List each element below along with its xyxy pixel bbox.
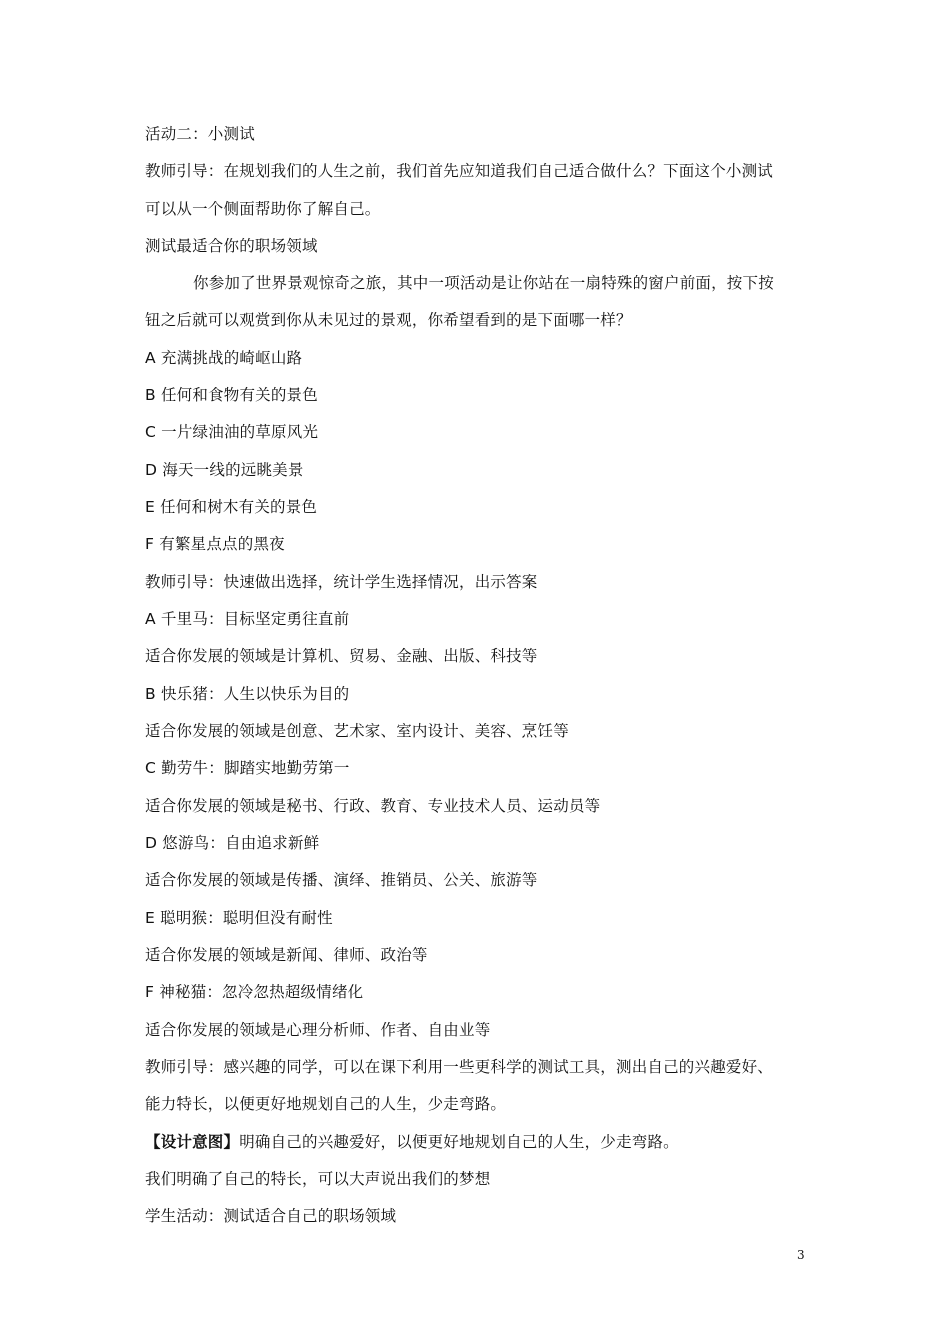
answer-detail: 适合你发展的领域是计算机、贸易、金融、出版、科技等 [145,647,538,665]
answer-item: C 勤劳牛：脚踏实地勤劳第一 [145,759,350,777]
answer-detail: 适合你发展的领域是传播、演绎、推销员、公关、旅游等 [145,871,538,889]
text-line: 教师引导：感兴趣的同学，可以在课下利用一些更科学的测试工具，测出自己的兴趣爱好、 [145,1058,774,1076]
option-item: E 任何和树木有关的景色 [145,498,318,516]
answer-item: F 神秘猫：忽冷忽热超级情绪化 [145,983,364,1001]
page-number: 3 [797,1248,805,1262]
answer-item: E 聪明猴：聪明但没有耐性 [145,909,333,927]
option-item: B 任何和食物有关的景色 [145,386,318,404]
design-intent-label: 【设计意图】 [145,1133,240,1151]
answer-detail: 适合你发展的领域是新闻、律师、政治等 [145,946,428,964]
answer-detail: 适合你发展的领域是秘书、行政、教育、专业技术人员、运动员等 [145,797,601,815]
test-title: 测试最适合你的职场领域 [145,237,318,255]
design-intent-text: 明确自己的兴趣爱好，以便更好地规划自己的人生，少走弯路。 [239,1133,679,1151]
answer-item: D 悠游鸟：自由追求新鲜 [145,834,320,852]
section-heading: 活动二：小测试 [145,125,255,143]
option-item: A 充满挑战的崎岖山路 [145,349,303,367]
text-line: 你参加了世界景观惊奇之旅，其中一项活动是让你站在一扇特殊的窗户前面，按下按 [193,274,774,292]
option-item: F 有繁星点点的黑夜 [145,535,285,553]
text-line: 我们明确了自己的特长，可以大声说出我们的梦想 [145,1170,491,1188]
option-item: D 海天一线的远眺美景 [145,461,304,479]
design-intent [145,1132,679,1152]
answer-detail: 适合你发展的领域是心理分析师、作者、自由业等 [145,1021,491,1039]
answer-item: A 千里马：目标坚定勇往直前 [145,610,350,628]
answer-item: B 快乐猪：人生以快乐为目的 [145,685,350,703]
option-item: C 一片绿油油的草原风光 [145,423,319,441]
text-line: 教师引导：在规划我们的人生之前，我们首先应知道我们自己适合做什么？下面这个小测试 [145,162,774,180]
text-line: 学生活动：测试适合自己的职场领域 [145,1207,397,1225]
answer-detail: 适合你发展的领域是创意、艺术家、室内设计、美容、烹饪等 [145,722,569,740]
text-line: 钮之后就可以观赏到你从未见过的景观，你希望看到的是下面哪一样？ [145,311,632,329]
text-line: 能力特长，以便更好地规划自己的人生，少走弯路。 [145,1095,507,1113]
text-line: 可以从一个侧面帮助你了解自己。 [145,200,381,218]
text-line: 教师引导：快速做出选择，统计学生选择情况，出示答案 [145,573,538,591]
